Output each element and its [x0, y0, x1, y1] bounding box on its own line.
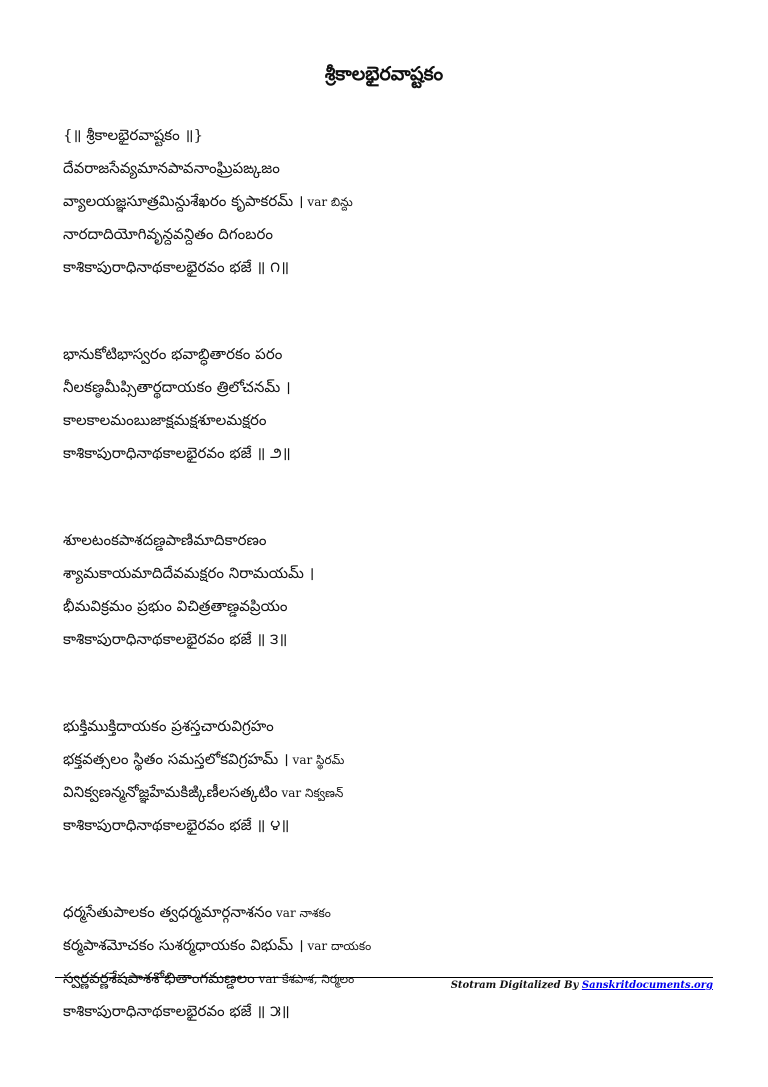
- verse-text: నారదాదియోగివృన్దవన్దితం దిగంబరం: [63, 225, 273, 243]
- verse-text: వినిక్వణన్మనోజ్ఞహేమకిఙ్కిణీలసత్కటిం: [63, 783, 278, 801]
- sanskritdocuments-link[interactable]: Sanskritdocuments.org: [581, 980, 713, 991]
- verse-text: కాశికాపురాధినాథకాలభైరవం భజే ॥ ౩॥: [63, 630, 288, 648]
- verse-line: [63, 223, 723, 245]
- verse-line: [63, 814, 723, 836]
- verse-text: దేవరాజసేవ్యమానపావనాంఘ్రిపఙ్కజం: [63, 159, 280, 177]
- verse-line: [63, 781, 723, 803]
- footer-credit-prefix: Stotram Digitalized By: [450, 980, 582, 991]
- verse-text: కాశికాపురాధినాథకాలభైరవం భజే ॥ ౨॥: [63, 444, 291, 462]
- verse-text: శూలటంకపాశదణ్డపాణిమాదికారణం: [63, 531, 267, 549]
- verse-line: [63, 715, 723, 737]
- verse-line: [63, 376, 723, 398]
- verse-text: స్వర్ణవర్ణశేషపాశశోభితాంగమణ్డలం: [63, 969, 255, 987]
- verse-text: శ్యామకాయమాదిదేవమక్షరం నిరామయమ్ ।: [63, 564, 315, 582]
- variant-reading: var స్థిరమ్: [288, 753, 345, 767]
- verse-text: భీమవిక్రమం ప్రభుం విచిత్రతాణ్డవప్రియం: [63, 597, 288, 615]
- verse-text: కాలకాలమంబుజాక్షమక్షశూలమక్షరం: [63, 411, 267, 429]
- verse-line: [63, 628, 723, 650]
- stanza: [63, 343, 723, 464]
- verse-text: కాశికాపురాధినాథకాలభైరవం భజే ॥ ౧॥: [63, 258, 290, 276]
- verse-text: కర్మపాశమోచకం సుశర్మధాయకం విభుమ్ ।: [63, 936, 304, 954]
- verse-line: [63, 1000, 723, 1022]
- verse-line: [63, 595, 723, 617]
- verse-text: భుక్తిముక్తిదాయకం ప్రశస్తచారువిగ్రహం: [63, 717, 274, 735]
- verse-text: కాశికాపురాధినాథకాలభైరవం భజే ॥ ౪॥: [63, 816, 290, 834]
- page-title: శ్రీకాలభైరవాష్టకం: [324, 63, 444, 85]
- verse-line: [63, 409, 723, 431]
- verse-line: [63, 529, 723, 551]
- stanza: [63, 715, 723, 836]
- verse-line: [63, 157, 723, 179]
- verse-line: [63, 442, 723, 464]
- stanza: [63, 157, 723, 278]
- document-body: [63, 124, 723, 1087]
- stanza: [63, 529, 723, 650]
- stanza: [63, 901, 723, 1022]
- verse-line: [63, 934, 723, 956]
- variant-reading: var దాయకం: [303, 939, 372, 953]
- verse-text: కాశికాపురాధినాథకాలభైరవం భజే ॥ ౫॥: [63, 1002, 290, 1020]
- verse-line: [63, 343, 723, 365]
- footer-divider: [55, 977, 713, 978]
- verse-line: [63, 562, 723, 584]
- verse-text: భానుకోటిభాస్వరం భవాబ్ధితారకం పరం: [63, 345, 283, 363]
- verse-line: [63, 256, 723, 278]
- verse-line: [63, 748, 723, 770]
- variant-reading: var నాశకం: [272, 906, 331, 920]
- footer-credit: [451, 980, 713, 992]
- stotram-header-line: {॥ శ్రీకాలభైరవాష్టకం ॥}: [63, 126, 204, 144]
- verse-text: వ్యాలయజ్ఞసూత్రమిన్దుశేఖరం కృపాకరమ్ ।: [63, 192, 304, 210]
- verse-text: నీలకణ్ఠమీప్సితార్థదాయకం త్రిలోచనమ్ ।: [63, 378, 291, 396]
- verse-text: భక్తవత్సలం స్థితం సమస్తలోకవిగ్రహమ్ ।: [63, 750, 289, 768]
- variant-reading: var నిక్వణన్: [277, 786, 344, 800]
- verse-line: [63, 190, 723, 212]
- verse-line: [63, 901, 723, 923]
- variant-reading: var బిన్దు: [303, 195, 353, 209]
- verse-text: ధర్మసేతుపాలకం త్వధర్మమార్గనాశనం: [63, 903, 273, 921]
- stanza-list: [63, 157, 723, 1022]
- variant-reading: var కేశపాశ, నిర్మలం: [254, 972, 355, 986]
